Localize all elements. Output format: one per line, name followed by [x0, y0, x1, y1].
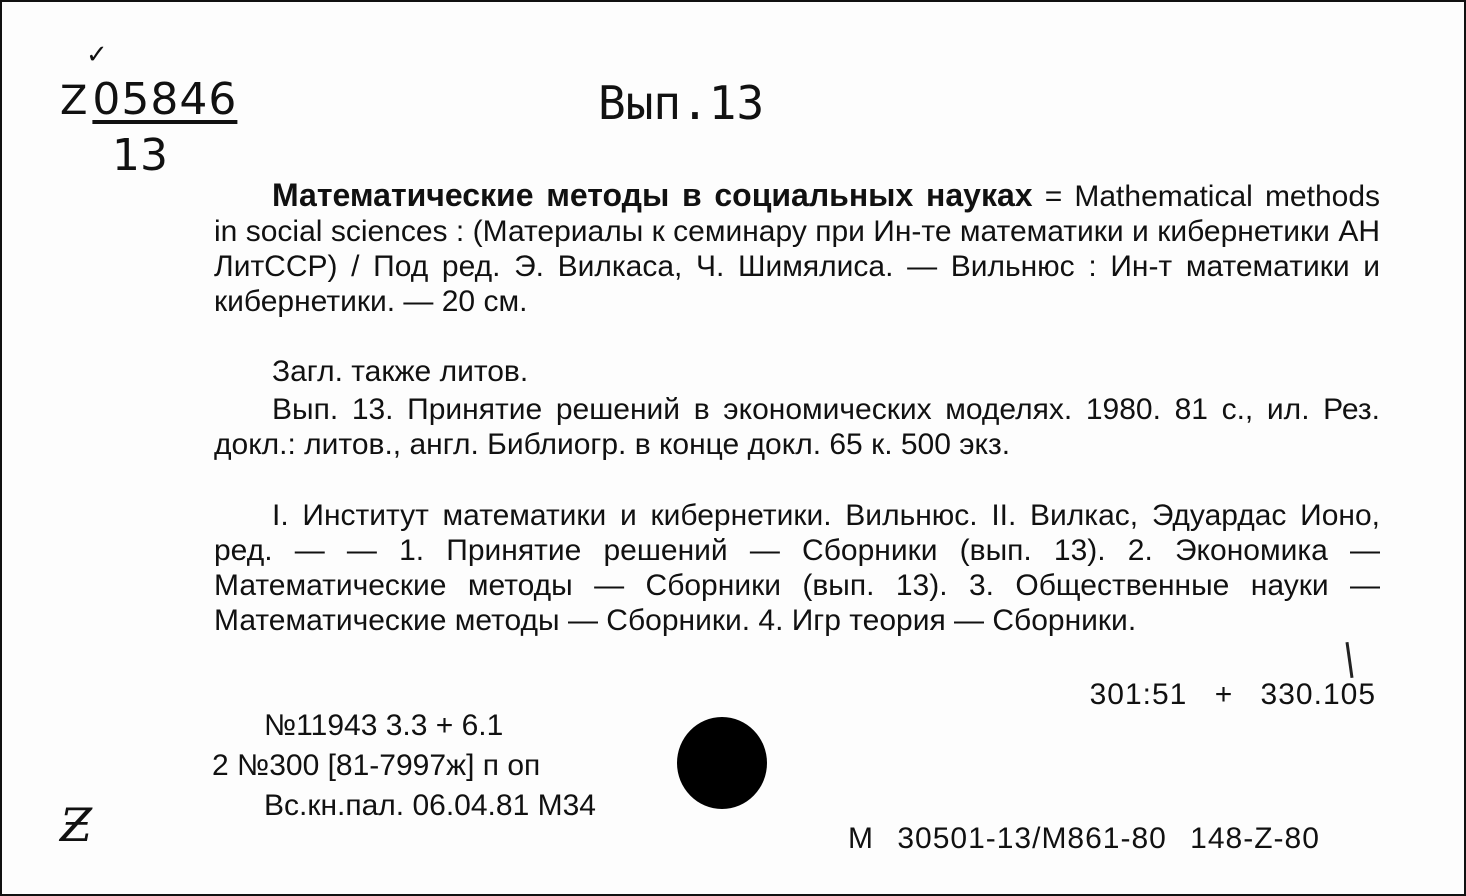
call-number [60, 74, 237, 125]
stats-line-2: 2 №300 [81-7997ж] п оп [212, 749, 541, 782]
call-number-prefix: Z [60, 78, 89, 124]
title-rest: = Mathematical methods in social sciences : (Материалы к семинару при Ин-те математики и кибернетики АН ЛитССР) / Под ред. Э. Вилкаса, Ч. Шимялиса. — Вильнюс : Ин-т математики и кибернетики. — 20 см. [214, 180, 1381, 318]
bottom-code: М 30501-13/М861-80 148-Z-80 [848, 822, 1320, 855]
issue-label: Вып.13 [598, 76, 765, 130]
stats-block [212, 706, 596, 826]
stats-line-1: №11943 3.3 + 6.1 [264, 709, 504, 742]
title-block [214, 178, 1380, 319]
punch-hole [677, 717, 767, 809]
issue-entry: Вып. 13. Принятие решений в экономических моделях. 1980. 81 с., ил. Рез. докл.: литов., англ. Библиогр. в конце докл. 65 к. 500 экз. [214, 393, 1380, 461]
tracings: I. Институт математики и кибернетики. Вильнюс. II. Вилкас, Эдуардас Ионо, ред. — — 1. Принятие решений — Сборники (вып. 13). 2. Экономика — Математические методы — Сборники (вып. 13). 3. Общественные науки — Математические методы — Сборники. 4. Игр теория — Сборники. [214, 499, 1380, 637]
call-number-sub: 13 [112, 130, 168, 181]
title-bold: Математические методы в социальных науках [272, 177, 1033, 213]
check-mark: ✓ [86, 40, 108, 70]
classification: 301:51 + 330.105 [1089, 678, 1376, 711]
corner-mark: Ƶ [60, 798, 92, 852]
tracings-block [214, 498, 1380, 638]
note-block [214, 354, 1380, 389]
pen-mark [1346, 642, 1354, 678]
stats-line-3: Вс.кн.пал. 06.04.81 М34 [264, 789, 596, 822]
note-title: Загл. также литов. [272, 355, 529, 388]
issue-entry-block [214, 392, 1380, 462]
title-paragraph [214, 178, 1380, 319]
call-number-value: 05846 [92, 74, 238, 125]
